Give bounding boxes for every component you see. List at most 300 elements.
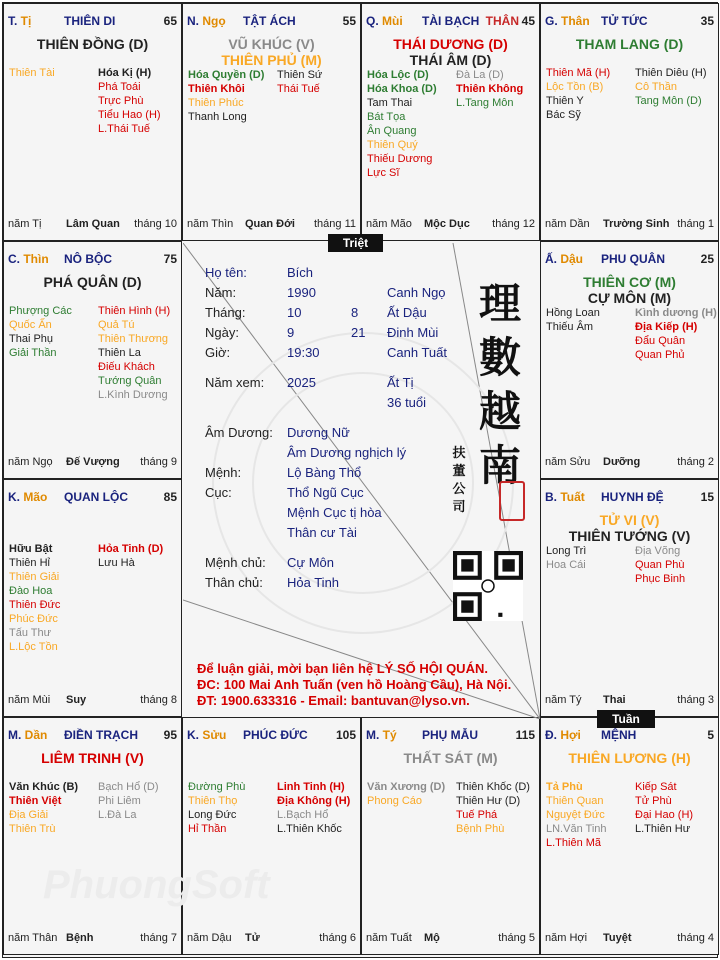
palace-name: THIÊN DI	[64, 14, 116, 28]
minor-star: Thiên Hình (H)	[98, 305, 171, 317]
palace-branch	[187, 728, 226, 742]
palace-name: TỬ TỨC	[601, 14, 648, 28]
branch-name: Ngọ	[202, 14, 226, 28]
minor-star: Thiên Thương	[98, 333, 169, 345]
palace-name: MỆNH	[601, 728, 637, 742]
palace-age: 85	[163, 490, 177, 504]
minor-star: Phong Cáo	[367, 795, 423, 807]
palace-footer	[366, 218, 535, 232]
minor-star: Hóa Kị (H)	[98, 67, 152, 79]
minor-star: Thiên Mã (H)	[546, 67, 611, 79]
am-duong-note: Âm Dương nghịch lý	[287, 445, 407, 460]
minor-star: Phục Binh	[635, 573, 686, 585]
branch-name: Thân	[561, 14, 590, 28]
menh-value: Lộ Bàng Thổ	[287, 465, 362, 480]
minor-star: L.Thái Tuế	[98, 123, 150, 135]
minor-star: L.Đà La	[98, 809, 137, 821]
minor-star: Thanh Long	[188, 111, 247, 123]
branch-name: Mão	[23, 490, 48, 504]
life-stage: Quan Đới	[245, 218, 295, 230]
branch-name: Dậu	[560, 252, 584, 266]
life-stage: Trường Sinh	[603, 218, 670, 230]
palace-branch	[366, 728, 397, 742]
minor-star: Thiên Khôi	[188, 83, 245, 95]
minor-star: Quan Phủ	[635, 349, 685, 361]
minor-star: Phượng Các	[9, 305, 72, 317]
name-label: Họ tên:	[205, 265, 247, 280]
minor-star: Thiếu Dương	[367, 153, 433, 165]
stars-left	[9, 542, 60, 654]
main-star: THIÊN LƯƠNG (H)	[568, 750, 691, 766]
palace-branch	[8, 490, 47, 504]
stars-right	[98, 780, 159, 822]
branch-prefix: M.	[366, 728, 383, 742]
minor-star: Bạch Hổ (D)	[98, 781, 159, 793]
minor-star: Long Đức	[188, 809, 237, 821]
life-stage: Bệnh	[66, 932, 94, 944]
palace-month: tháng 3	[677, 694, 714, 706]
minor-star: Tam Thai	[367, 97, 413, 109]
palace-cell-mao	[3, 479, 182, 717]
branch-name: Hợi	[560, 728, 581, 742]
branch-name: Tuất	[560, 490, 585, 504]
minor-star: Đại Hao (H)	[635, 809, 694, 821]
month-solar: 10	[287, 305, 302, 320]
month-can-chi: Ất Dậu	[387, 305, 427, 320]
life-stage: Mộ	[424, 932, 440, 944]
seal-text: 扶 董 公 司	[452, 446, 466, 515]
minor-star: Thiên Hỉ	[9, 557, 50, 569]
palace-year: năm Hợi	[545, 932, 588, 944]
stars-left	[546, 544, 586, 572]
age-value: 36 tuổi	[387, 395, 427, 410]
palace-name: PHỤ MẪU	[422, 728, 478, 742]
calligraphy-logo: 理 數 越 南	[478, 279, 521, 490]
palace-branch	[8, 728, 47, 742]
palace-footer	[8, 456, 177, 470]
minor-star: Đẩu Quân	[635, 335, 686, 347]
minor-star: Thiên Hư (D)	[456, 795, 521, 807]
palace-year: năm Tị	[8, 218, 42, 230]
minor-star: Thiên Phúc	[188, 97, 244, 109]
minor-star: Hóa Quyền (D)	[188, 69, 265, 81]
stars-left	[546, 306, 600, 334]
life-stage: Suy	[66, 694, 87, 706]
life-stage: Tử	[245, 932, 260, 944]
minor-star: Địa Võng	[635, 545, 681, 557]
palace-branch	[187, 14, 226, 28]
main-star: THIÊN PHỦ (M)	[221, 52, 322, 68]
branch-prefix: B.	[545, 490, 561, 504]
main-star: THIÊN ĐỒNG (D)	[36, 36, 149, 52]
year-can-chi: Canh Ngọ	[387, 285, 446, 300]
minor-star: Tử Phù	[635, 795, 672, 807]
branch-prefix: K.	[187, 728, 203, 742]
minor-star: Đào Hoa	[9, 585, 53, 597]
minor-star: Phúc Đức	[9, 613, 58, 625]
minor-star: Thiên Khốc (D)	[456, 781, 530, 793]
life-stage: Dưỡng	[603, 456, 641, 468]
minor-star: Kình dương (H)	[635, 307, 717, 319]
day-can-chi: Đinh Mùi	[387, 325, 439, 340]
contact-info	[197, 661, 511, 709]
minor-star: Thiên Việt	[9, 795, 62, 807]
minor-star: Bệnh Phù	[456, 823, 505, 835]
palace-year: năm Dần	[545, 218, 590, 230]
month-label: Tháng:	[205, 305, 246, 320]
palace-branch	[8, 252, 49, 266]
palace-footer	[545, 456, 714, 470]
minor-star: Linh Tinh (H)	[277, 781, 345, 793]
palace-month: tháng 7	[140, 932, 177, 944]
main-star: LIÊM TRINH (V)	[41, 750, 144, 766]
palace-age: 5	[707, 728, 714, 742]
palace-footer	[366, 932, 535, 946]
palace-branch	[545, 490, 585, 504]
palace-cell-tuat	[540, 479, 719, 717]
minor-star: Thái Tuế	[277, 83, 320, 95]
palace-cell-ti	[3, 3, 182, 241]
minor-star: Quả Tú	[98, 319, 135, 331]
hour-value: 19:30	[287, 345, 320, 360]
minor-star: Bác Sỹ	[546, 109, 581, 121]
minor-star: Hoa Cái	[546, 559, 586, 571]
main-star: VŨ KHÚC (V)	[228, 36, 315, 52]
contact-line-1: Để luận giải, mời bạn liên hệ LÝ SỐ HỘI QUÁN.	[197, 661, 488, 676]
minor-star: Tang Môn (D)	[635, 95, 702, 107]
main-star: THIÊN CƠ (M)	[583, 274, 676, 290]
stars-right	[635, 544, 685, 586]
palace-month: tháng 10	[134, 218, 177, 230]
palace-name: PHÚC ĐỨC	[243, 728, 308, 742]
minor-star: Lực Sĩ	[367, 167, 400, 179]
contact-line-3: ĐT: 1900.633316 - Email: bantuvan@lyso.vn.	[197, 693, 470, 708]
stars-right	[456, 780, 530, 836]
stars-left	[546, 66, 610, 122]
minor-star: Quốc Ấn	[9, 319, 52, 331]
stars-right	[98, 542, 163, 570]
palace-month: tháng 2	[677, 456, 714, 468]
watermark: PhuongSoft	[43, 863, 270, 907]
minor-star: Hỏa Tinh (D)	[98, 543, 164, 555]
minor-star: Thiên Không	[456, 83, 524, 95]
minor-star: Văn Khúc (B)	[9, 781, 79, 793]
minor-star: Hóa Khoa (D)	[367, 83, 437, 95]
minor-star: Thiên Tài	[9, 67, 55, 79]
palace-name: QUAN LỘC	[64, 490, 128, 504]
palace-age: 105	[335, 728, 356, 742]
palace-month: tháng 1	[677, 218, 714, 230]
cuc-value: Thổ Ngũ Cục	[287, 485, 364, 500]
stars-right	[456, 68, 523, 110]
branch-prefix: Đ.	[545, 728, 561, 742]
palace-footer	[545, 694, 714, 708]
branch-name: Sửu	[202, 728, 227, 742]
palace-footer	[187, 932, 356, 946]
palace-header	[545, 252, 714, 266]
minor-star: Giải Thần	[9, 347, 57, 359]
stars-left	[367, 68, 437, 180]
palace-year: năm Tuất	[366, 932, 412, 944]
palace-age: 35	[700, 14, 714, 28]
main-star: THAM LANG (D)	[575, 36, 684, 52]
minor-star: Thiên Đức	[9, 599, 61, 611]
year-value: 1990	[287, 285, 316, 300]
minor-star: Trực Phù	[98, 95, 144, 107]
life-stage: Lâm Quan	[66, 218, 120, 230]
palace-year: năm Ngọ	[8, 456, 53, 468]
palace-name: TẬT ÁCH	[243, 14, 296, 28]
palace-footer	[545, 218, 714, 232]
minor-star: Quan Phù	[635, 559, 685, 571]
menh-chu-value: Cự Môn	[287, 555, 334, 570]
branch-name: Tý	[382, 728, 397, 742]
minor-star: Phi Liêm	[98, 795, 141, 807]
minor-star: L.Tang Môn	[456, 97, 514, 109]
palace-cell-dau	[540, 241, 719, 479]
year-label: Năm:	[205, 285, 237, 300]
main-star: THÁI DƯƠNG (D)	[393, 36, 508, 52]
minor-star: Thiên Diêu (H)	[635, 67, 707, 79]
cuc-relation: Mệnh Cục tị hòa	[287, 505, 382, 520]
minor-star: Lộc Tồn (B)	[546, 81, 604, 93]
month-lunar: 8	[351, 305, 359, 320]
palace-year: năm Mão	[366, 218, 412, 230]
palace-footer	[187, 218, 356, 232]
palace-year: năm Tý	[545, 694, 582, 706]
palace-header	[187, 728, 356, 742]
menh-chu-label: Mệnh chủ:	[205, 555, 266, 570]
palace-cell-thin	[3, 241, 182, 479]
branch-prefix: G.	[545, 14, 562, 28]
main-star: CỰ MÔN (M)	[587, 290, 672, 306]
palace-age: 15	[700, 490, 714, 504]
contact-line-2: ĐC: 100 Mai Anh Tuấn (ven hồ Hoàng Cầu), Hà Nội.	[197, 677, 512, 692]
minor-star: Tả Phù	[546, 781, 583, 793]
stars-right	[277, 780, 350, 836]
red-seal-stamp	[499, 481, 525, 521]
palace-year: năm Mùi	[8, 694, 51, 706]
minor-star: Cô Thần	[635, 81, 677, 93]
palace-header	[545, 14, 714, 28]
palace-header	[8, 14, 177, 28]
palace-month: tháng 9	[140, 456, 177, 468]
minor-star: Văn Xương (D)	[367, 781, 446, 793]
day-lunar: 21	[351, 325, 366, 340]
stars-left	[367, 780, 445, 808]
minor-star: Thiên Giải	[9, 571, 60, 583]
qr-code	[453, 551, 523, 621]
branch-prefix: M.	[8, 728, 25, 742]
palace-cell-than	[540, 3, 719, 241]
palace-cell-suu	[182, 717, 361, 955]
minor-star: Thiếu Âm	[546, 321, 594, 333]
minor-star: Thiên Sứ	[277, 69, 323, 81]
stars-right	[635, 306, 717, 362]
palace-age: 65	[163, 14, 177, 28]
horoscope-board	[2, 2, 718, 958]
palace-header	[8, 728, 177, 742]
branch-name: Mùi	[382, 14, 403, 28]
palace-year: năm Sửu	[545, 456, 591, 468]
minor-star: Bát Tọa	[367, 111, 406, 123]
minor-star: Ân Quang	[367, 125, 417, 137]
palace-header	[8, 490, 177, 504]
palace-footer	[8, 694, 177, 708]
than-position: Thân cư Tài	[287, 525, 357, 540]
main-star: TỬ VI (V)	[599, 512, 660, 528]
view-year-label: Năm xem:	[205, 375, 265, 390]
palace-header	[187, 14, 356, 28]
day-label: Ngày:	[205, 325, 239, 340]
minor-star: Hữu Bật	[9, 543, 53, 555]
palace-month: tháng 5	[498, 932, 535, 944]
minor-star: Tướng Quân	[98, 375, 162, 387]
menh-label: Mệnh:	[205, 465, 242, 480]
stars-right	[98, 304, 170, 402]
palace-branch	[545, 252, 583, 266]
minor-star: Phá Toái	[98, 81, 141, 93]
than-chu-label: Thân chủ:	[205, 575, 263, 590]
minor-star: Thiên Quý	[367, 139, 418, 151]
stars-right	[277, 68, 322, 96]
minor-star: L.Lộc Tồn	[9, 641, 58, 653]
palace-header	[545, 728, 714, 742]
palace-cell-hoi	[540, 717, 719, 955]
palace-footer	[8, 218, 177, 232]
minor-star: Long Trì	[546, 545, 587, 557]
cuc-label: Cục:	[205, 485, 232, 500]
palace-name: PHU QUÂN	[601, 252, 666, 266]
palace-cell-mui	[361, 3, 540, 241]
main-star: THẤT SÁT (M)	[403, 750, 498, 766]
name-value: Bích	[287, 265, 314, 280]
minor-star: Thai Phụ	[9, 333, 54, 345]
than-chu-value: Hỏa Tinh	[287, 575, 340, 590]
minor-star: Lưu Hà	[98, 557, 135, 569]
branch-name: Thìn	[23, 252, 49, 266]
stars-left	[9, 304, 72, 360]
stars-left	[188, 780, 245, 836]
palace-year: năm Dậu	[187, 932, 232, 944]
palace-name: TÀI BẠCH	[422, 14, 480, 28]
minor-star: Tấu Thư	[9, 627, 52, 639]
minor-star: L.Kình Dương	[98, 389, 168, 401]
main-star: THIÊN TƯỚNG (V)	[568, 528, 691, 544]
hour-can-chi: Canh Tuất	[387, 345, 447, 360]
view-year-value: 2025	[287, 375, 316, 390]
palace-month: tháng 11	[313, 218, 356, 230]
minor-star: Địa Giải	[9, 809, 49, 821]
tuan-tag: Tuần	[597, 710, 655, 728]
life-stage: Mộc Dục	[424, 218, 470, 230]
palace-footer	[545, 932, 714, 946]
life-stage: Đế Vượng	[66, 456, 120, 468]
life-stage: Thai	[603, 694, 626, 706]
palace-header	[545, 490, 714, 504]
minor-star: Đà La (D)	[456, 69, 504, 81]
palace-name: NÔ BỘC	[64, 252, 112, 266]
palace-branch	[8, 14, 31, 28]
palace-branch	[545, 14, 590, 28]
minor-star: Địa Kiếp (H)	[635, 321, 698, 333]
minor-star: L.Thiên Mã	[546, 837, 602, 849]
palace-header	[8, 252, 177, 266]
minor-star: Hỉ Thần	[188, 823, 227, 835]
palace-month: tháng 4	[677, 932, 714, 944]
center-info-panel	[183, 243, 540, 719]
view-year-can-chi: Ất Tị	[387, 375, 414, 390]
minor-star: Kiếp Sát	[635, 781, 677, 793]
branch-prefix: T.	[8, 14, 21, 28]
minor-star: Tuế Phá	[456, 809, 498, 821]
day-solar: 9	[287, 325, 295, 340]
minor-star: L.Bạch Hổ	[277, 809, 329, 821]
branch-name: Tị	[20, 14, 32, 28]
minor-star: Địa Không (H)	[277, 795, 351, 807]
minor-star: Tiểu Hao (H)	[98, 109, 161, 121]
stars-left	[9, 66, 55, 80]
palace-cell-dan	[3, 717, 182, 955]
branch-prefix: Ấ.	[545, 252, 561, 266]
palace-month: tháng 6	[319, 932, 356, 944]
minor-star: Thiên La	[98, 347, 141, 359]
palace-branch	[545, 728, 581, 742]
main-star: PHÁ QUÂN (D)	[43, 274, 142, 290]
palace-age: 95	[163, 728, 177, 742]
am-duong-label: Âm Dương:	[205, 425, 273, 440]
minor-star: Đường Phù	[188, 781, 246, 793]
branch-prefix: Q.	[366, 14, 383, 28]
palace-header	[366, 728, 535, 742]
stars-left	[188, 68, 264, 124]
life-stage: Tuyệt	[603, 932, 632, 944]
main-star: THÁI ÂM (D)	[409, 52, 492, 68]
palace-month: tháng 8	[140, 694, 177, 706]
palace-age: 25	[700, 252, 714, 266]
palace-cell-ty	[361, 717, 540, 955]
palace-year: năm Thân	[8, 932, 58, 944]
minor-star: LN.Văn Tinh	[546, 823, 607, 835]
than-marker: THÂN	[485, 14, 519, 28]
palace-name: ĐIỀN TRẠCH	[64, 728, 138, 742]
palace-month: tháng 12	[492, 218, 535, 230]
am-duong-value: Dương Nữ	[287, 425, 350, 440]
palace-cell-ngo	[182, 3, 361, 241]
palace-footer	[8, 932, 177, 946]
stars-right	[635, 780, 693, 836]
branch-prefix: N.	[187, 14, 203, 28]
stars-right	[98, 66, 161, 136]
branch-prefix: C.	[8, 252, 24, 266]
palace-age: 45	[521, 14, 535, 28]
stars-left	[9, 780, 78, 836]
triet-tag: Triệt	[328, 234, 383, 252]
minor-star: Nguyệt Đức	[546, 809, 605, 821]
minor-star: Thiên Thọ	[188, 795, 238, 807]
minor-star: Hồng Loan	[546, 307, 600, 319]
branch-name: Dần	[24, 728, 48, 742]
minor-star: Thiên Trù	[9, 823, 56, 835]
minor-star: Thiên Y	[546, 95, 584, 107]
stars-right	[635, 66, 707, 108]
minor-star: L.Thiên Hư	[635, 823, 691, 835]
palace-age: 75	[163, 252, 177, 266]
palace-age: 115	[515, 728, 535, 742]
palace-age: 55	[342, 14, 356, 28]
stars-left	[546, 780, 607, 850]
branch-prefix: K.	[8, 490, 24, 504]
